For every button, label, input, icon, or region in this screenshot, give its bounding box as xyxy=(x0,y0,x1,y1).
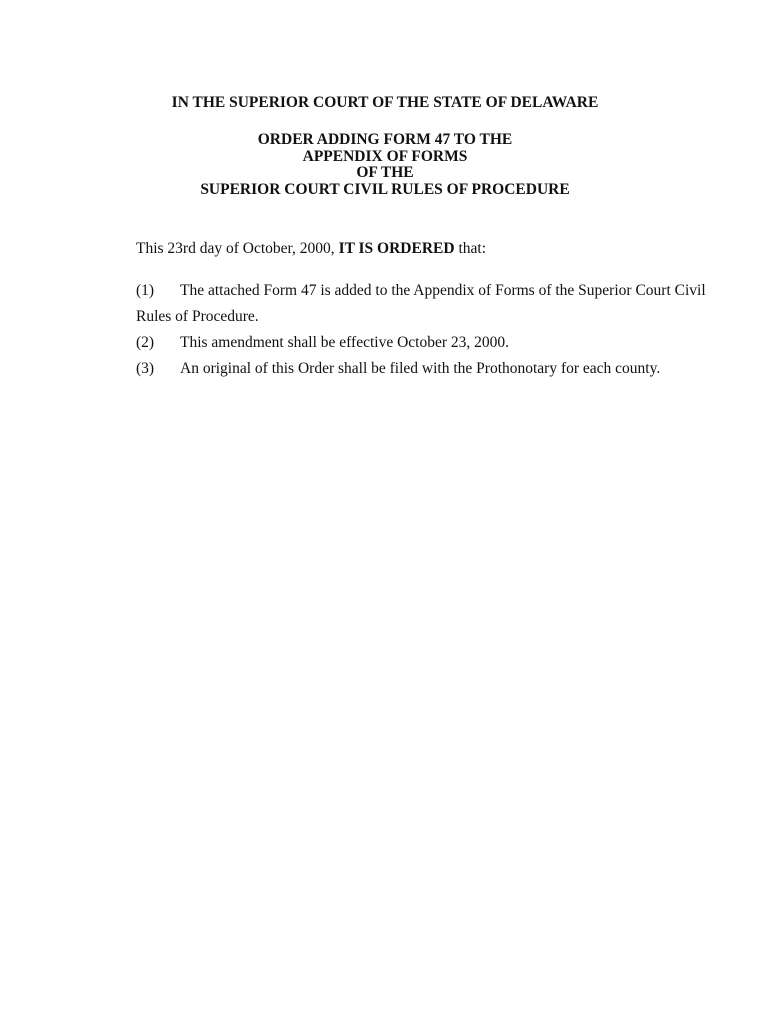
order-title-line: ORDER ADDING FORM 47 TO THE xyxy=(257,131,513,148)
order-title-line: OF THE xyxy=(356,164,414,181)
preamble-lead: This 23rd day of October, 2000, xyxy=(136,240,339,257)
item-number: (1) xyxy=(136,282,155,299)
preamble-emphasis: IT IS ORDERED xyxy=(338,240,455,257)
item-text: This amendment shall be effective October 23, 2000. xyxy=(180,334,509,351)
item-text: An original of this Order shall be filed with the Prothonotary for each county. xyxy=(180,360,661,377)
preamble-tail: that: xyxy=(454,240,487,257)
order-items xyxy=(136,278,706,382)
item-number: (2) xyxy=(136,334,155,351)
item-text-continuation: Rules of Procedure. xyxy=(136,308,259,325)
item-text: The attached Form 47 is added to the Appendix of Forms of the Superior Court Civil xyxy=(180,282,706,299)
item-number: (3) xyxy=(136,360,155,377)
order-item xyxy=(136,330,696,356)
order-title xyxy=(0,132,770,198)
order-title-line: SUPERIOR COURT CIVIL RULES OF PROCEDURE xyxy=(200,180,570,198)
order-title-line: APPENDIX OF FORMS xyxy=(302,147,468,165)
order-item xyxy=(136,356,696,382)
order-item xyxy=(136,278,706,330)
order-preamble xyxy=(136,240,486,258)
court-heading: IN THE SUPERIOR COURT OF THE STATE OF DELAWARE xyxy=(171,94,599,111)
